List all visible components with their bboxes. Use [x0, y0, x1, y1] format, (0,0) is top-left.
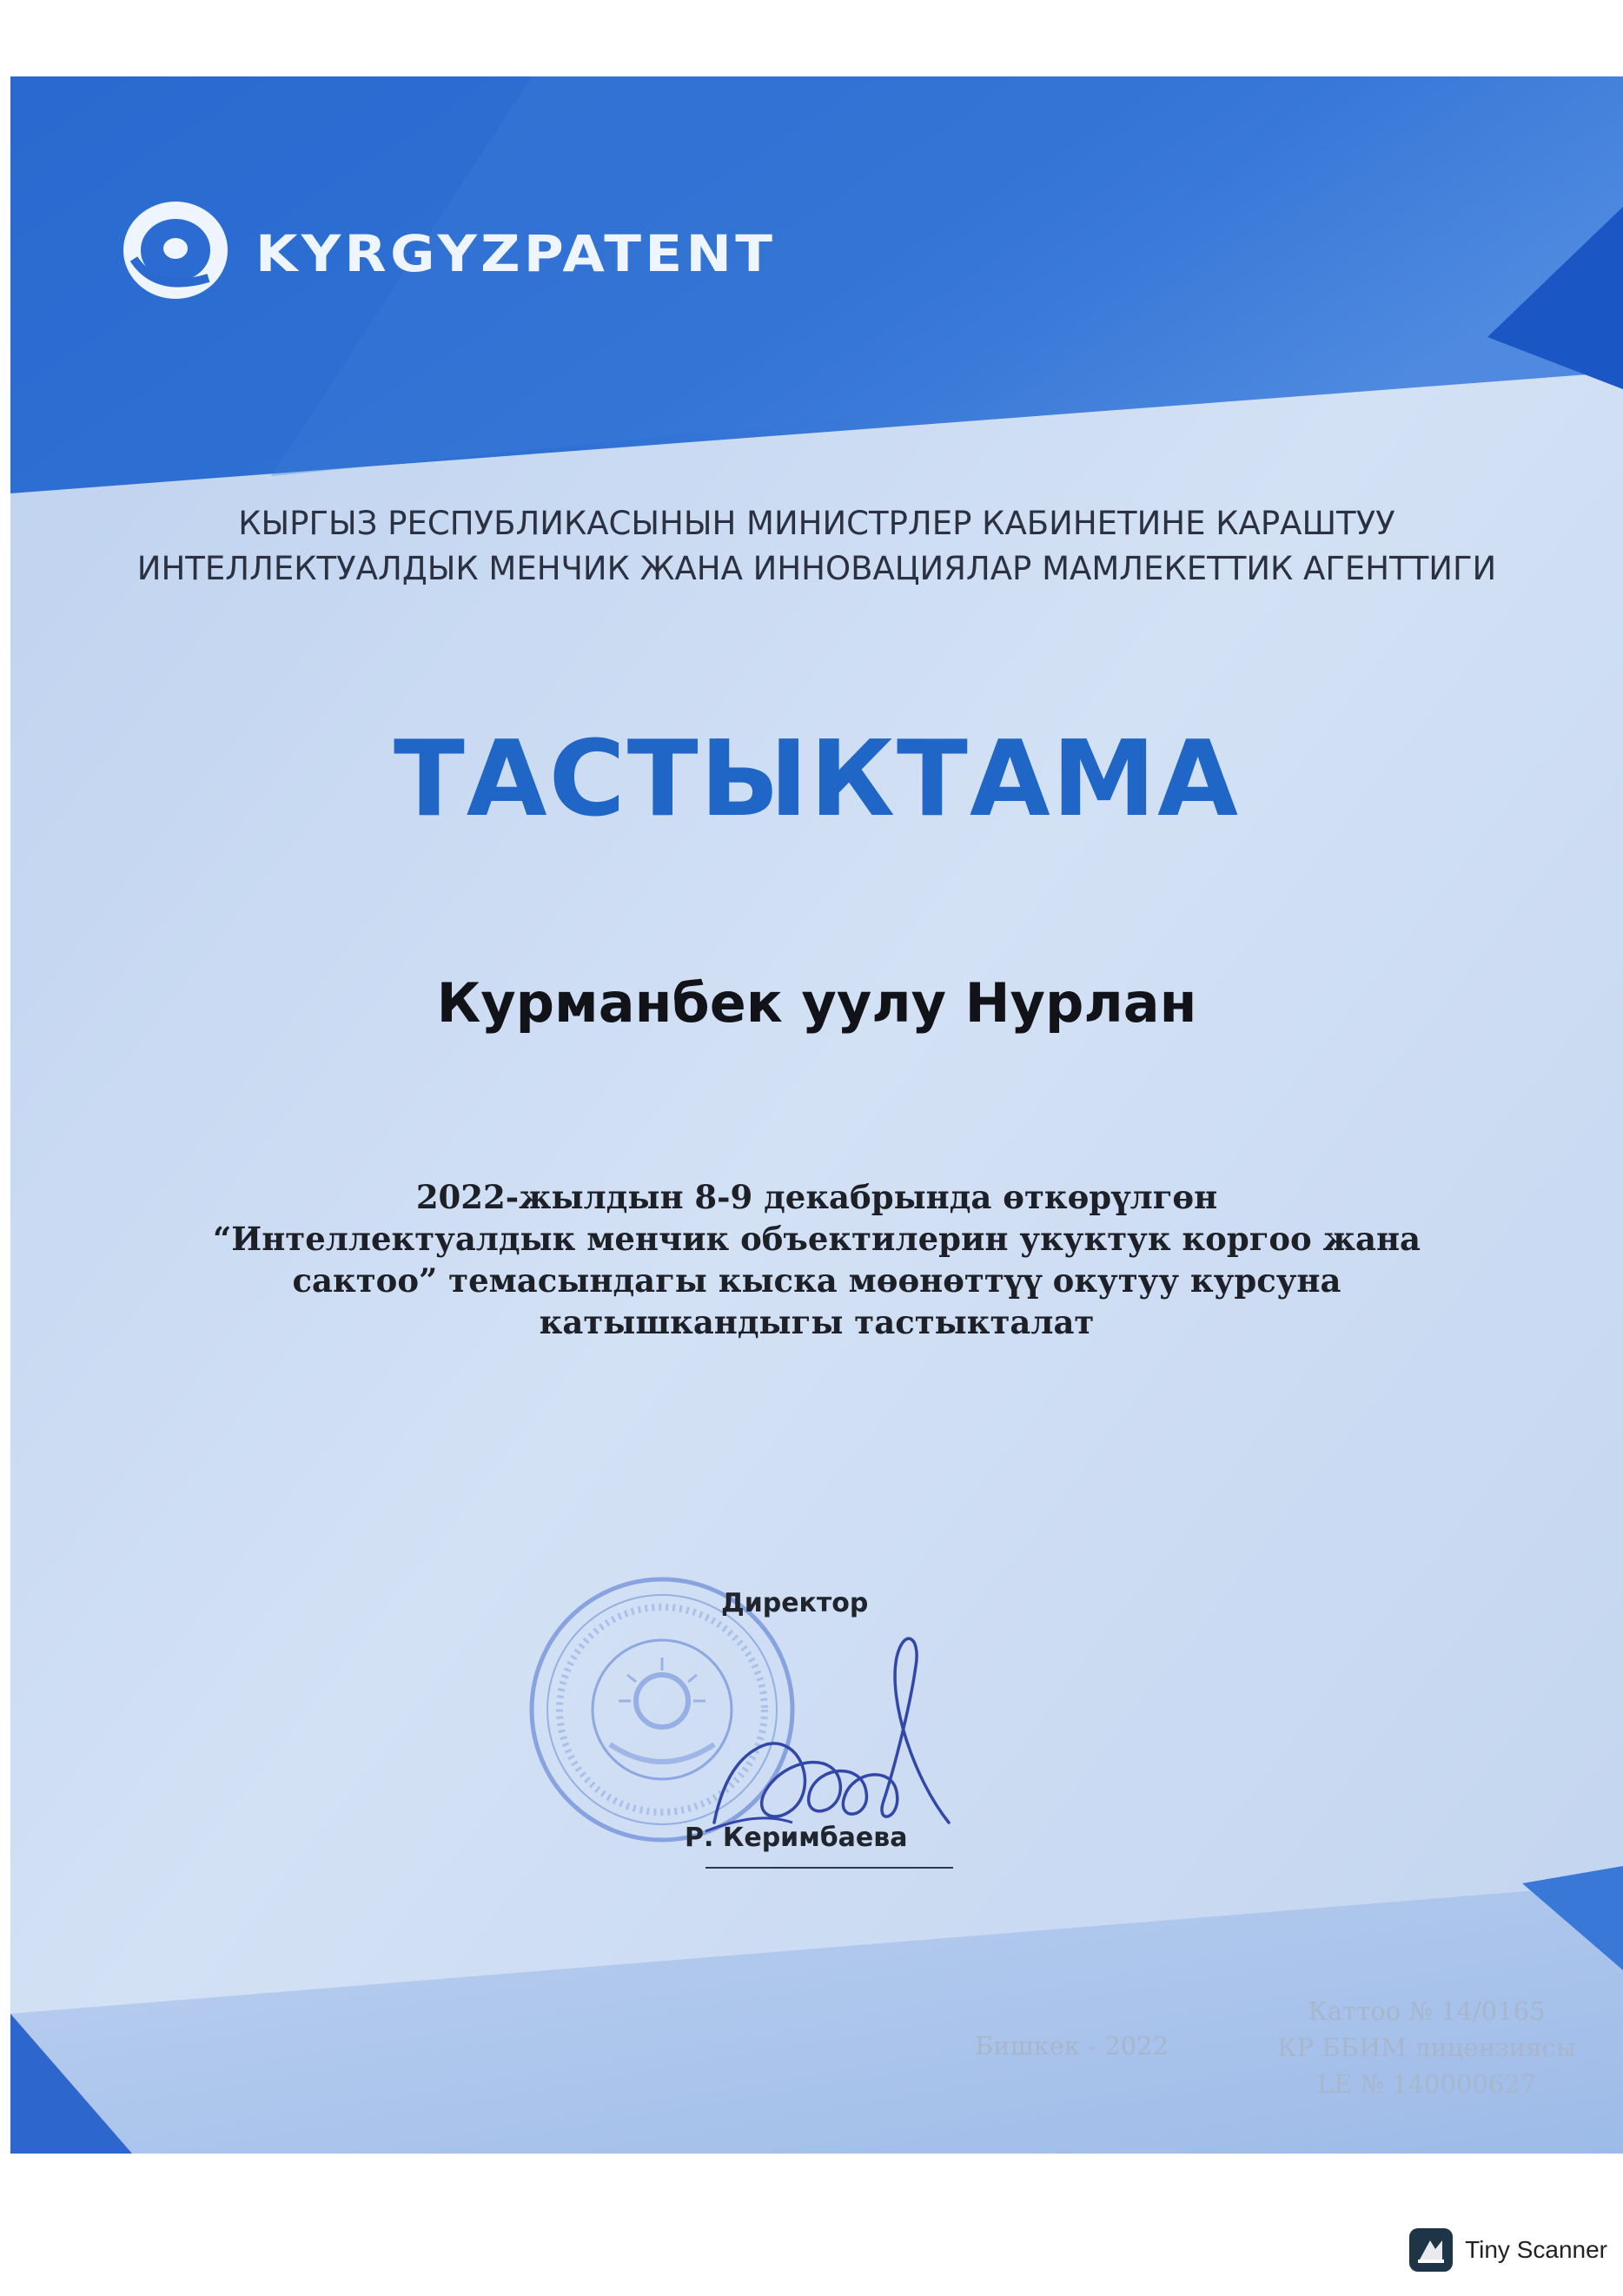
scanner-app-icon	[1409, 2228, 1453, 2272]
organization-line-1: КЫРГЫЗ РЕСПУБЛИКАСЫНЫН МИНИСТРЛЕР КАБИНЕТИНЕ КАРАШТУУ	[238, 505, 1395, 542]
kyrgyzpatent-logo	[122, 198, 235, 302]
certificate	[10, 76, 1623, 2154]
signer-position: Директор	[721, 1588, 869, 1618]
body-line: “Интеллектуалдык менчик объектилерин укуктук коргоо жана	[212, 1220, 1421, 1258]
logo-text: KYRGYZPATENT	[255, 224, 777, 283]
body-line: 2022-жылдын 8-9 декабрында өткөрүлгөн	[415, 1178, 1218, 1216]
logo-ring-icon	[122, 198, 235, 302]
footer-registration-line: Каттоо № 14/0165	[1308, 1996, 1546, 2026]
organization-line-2: ИНТЕЛЛЕКТУАЛДЫК МЕНЧИК ЖАНА ИННОВАЦИЯЛАР МАМЛЕКЕТТИК АГЕНТТИГИ	[136, 550, 1497, 587]
footer-registration-line: КР ББИМ лицензиясы	[1277, 2033, 1576, 2062]
scanner-app-name: Tiny Scanner	[1465, 2236, 1607, 2263]
signer-name: Р. Керимбаева	[685, 1823, 908, 1853]
footer-city-year: Бишкек - 2022	[975, 2031, 1169, 2061]
scanner-watermark	[1409, 2228, 1607, 2272]
recipient-name: Курманбек уулу Нурлан	[436, 971, 1197, 1035]
body-line: сактоо” темасындагы кыска мөөнөттүү окутуу курсуна	[292, 1261, 1341, 1300]
footer-registration-line: LE № 140000627	[1316, 2069, 1537, 2099]
certificate-title: ТАСТЫКТАМА	[393, 719, 1241, 840]
body-line: катышкандыгы тастыкталат	[539, 1303, 1095, 1341]
